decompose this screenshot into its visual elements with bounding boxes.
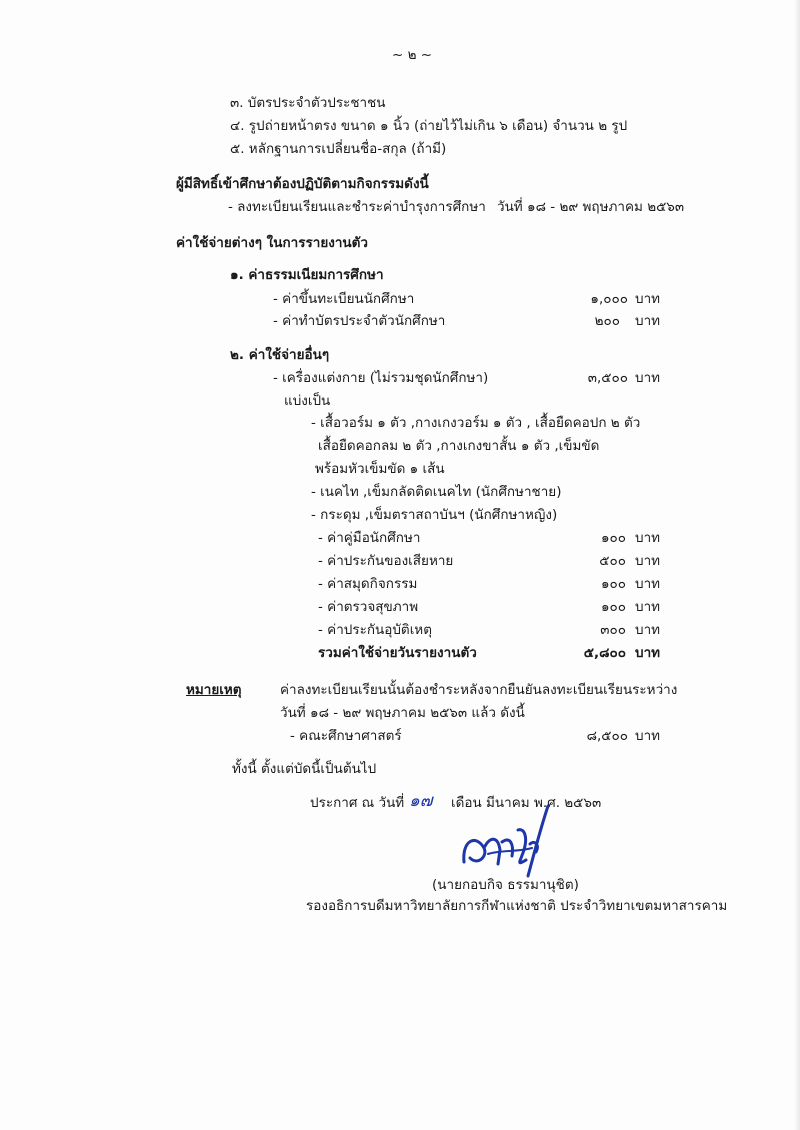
note-item-amount: ๘,๕๐๐ [586, 728, 628, 744]
activity-date: วันที่ ๑๘ - ๒๙ พฤษภาคม ๒๕๖๓ [497, 199, 685, 215]
other-item-amount: ๑๐๐ [600, 576, 626, 592]
other-item-unit: บาท [635, 530, 661, 546]
scan-edge-shadow [794, 0, 800, 1130]
total-unit: บาท [635, 645, 661, 661]
note-heading: หมายเหตุ [186, 682, 242, 698]
announce-suffix: เดือน มีนาคม พ.ศ. ๒๕๖๓ [451, 795, 602, 811]
uniform-detail-line: - เสื้อวอร์ม ๑ ตัว ,กางเกงวอร์ม ๑ ตัว , เสื้อยืดคอปก ๒ ตัว [311, 415, 641, 431]
other-item-label: - ค่าสมุดกิจกรรม [318, 576, 418, 592]
other-item-label: - ค่าตรวจสุขภาพ [318, 599, 419, 615]
signer-title: รองอธิการบดีมหาวิทยาลัยการกีฬาแห่งชาติ ประจำวิทยาเขตมหาสารคาม [306, 898, 728, 914]
fee-label: - ค่าขึ้นทะเบียนนักศึกษา [273, 291, 415, 307]
uniform-detail-line: เสื้อยืดคอกลม ๒ ตัว ,กางเกงขาสั้น ๑ ตัว ,เข็มขัด [318, 438, 600, 454]
fee-amount: ๑,๐๐๐ [590, 291, 628, 307]
uniform-detail-line: พร้อมหัวเข็มขัด ๑ เส้น [315, 461, 445, 477]
total-amount: ๕,๘๐๐ [583, 645, 626, 661]
note-line-2: วันที่ ๑๘ - ๒๙ พฤษภาคม ๒๕๖๓ แล้ว ดังนี้ [280, 705, 525, 721]
other-item-unit: บาท [635, 576, 661, 592]
other-expenses-heading: ๒. ค่าใช้จ่ายอื่นๆ [230, 347, 330, 363]
note-item-label: - คณะศึกษาศาสตร์ [290, 728, 402, 744]
other-item-amount: ๓๐๐ [600, 622, 626, 638]
document-item-4: ๔. รูปถ่ายหน้าตรง ขนาด ๑ นิ้ว (ถ่ายไว้ไม่เกิน ๖ เดือน) จำนวน ๒ รูป [230, 118, 628, 134]
uniform-amount: ๓,๕๐๐ [587, 370, 628, 386]
page-number: ~ ๒ ~ [392, 47, 433, 63]
uniform-detail-line: - เนคไท ,เข็มกลัดติดเนคไท (นักศึกษาชาย) [311, 484, 562, 500]
fees-heading: ๑. ค่าธรรมเนียมการศึกษา [230, 267, 384, 283]
fee-unit: บาท [635, 313, 661, 329]
other-item-unit: บาท [635, 553, 661, 569]
uniform-detail-line: - กระดุม ,เข็มตราสถาบันฯ (นักศึกษาหญิง) [311, 507, 558, 523]
signer-name: (นายกอบกิจ ธรรมานุชิต) [432, 877, 579, 893]
document-item-5: ๕. หลักฐานการเปลี่ยนชื่อ-สกุล (ถ้ามี) [230, 141, 447, 157]
note-item-unit: บาท [635, 728, 661, 744]
fee-amount: ๒๐๐ [594, 313, 620, 329]
fee-label: - ค่าทำบัตรประจำตัวนักศึกษา [273, 313, 446, 329]
split-label: แบ่งเป็น [284, 393, 331, 409]
total-label: รวมค่าใช้จ่ายวันรายงานตัว [318, 645, 477, 661]
document-item-3: ๓. บัตรประจำตัวประชาชน [230, 95, 386, 111]
handwritten-signature [458, 800, 568, 880]
activities-heading: ผู้มีสิทธิ์เข้าศึกษาต้องปฏิบัติตามกิจกรรมดังนี้ [176, 176, 429, 192]
expenses-heading: ค่าใช้จ่ายต่างๆ ในการรายงานตัว [176, 235, 368, 251]
activity-item: - ลงทะเบียนเรียนและชำระค่าบำรุงการศึกษา [228, 199, 486, 215]
other-item-unit: บาท [635, 599, 661, 615]
effective-statement: ทั้งนี้ ตั้งแต่บัดนี้เป็นต้นไป [232, 761, 377, 777]
other-item-label: - ค่าคู่มือนักศึกษา [318, 530, 421, 546]
other-item-amount: ๑๐๐ [600, 599, 626, 615]
handwritten-day: ๑๗ [409, 791, 433, 811]
uniform-unit: บาท [635, 370, 661, 386]
note-line-1: ค่าลงทะเบียนเรียนนั้นต้องชำระหลังจากยืนยันลงทะเบียนเรียนระหว่าง [280, 682, 678, 698]
fee-unit: บาท [635, 291, 661, 307]
announce-prefix: ประกาศ ณ วันที่ [310, 795, 405, 811]
other-item-amount: ๕๐๐ [599, 553, 626, 569]
other-item-label: - ค่าประกันอุบัติเหตุ [318, 622, 432, 638]
uniform-label: - เครื่องแต่งกาย (ไม่รวมชุดนักศึกษา) [273, 370, 489, 386]
other-item-label: - ค่าประกันของเสียหาย [318, 553, 454, 569]
other-item-amount: ๑๐๐ [600, 530, 626, 546]
other-item-unit: บาท [635, 622, 661, 638]
